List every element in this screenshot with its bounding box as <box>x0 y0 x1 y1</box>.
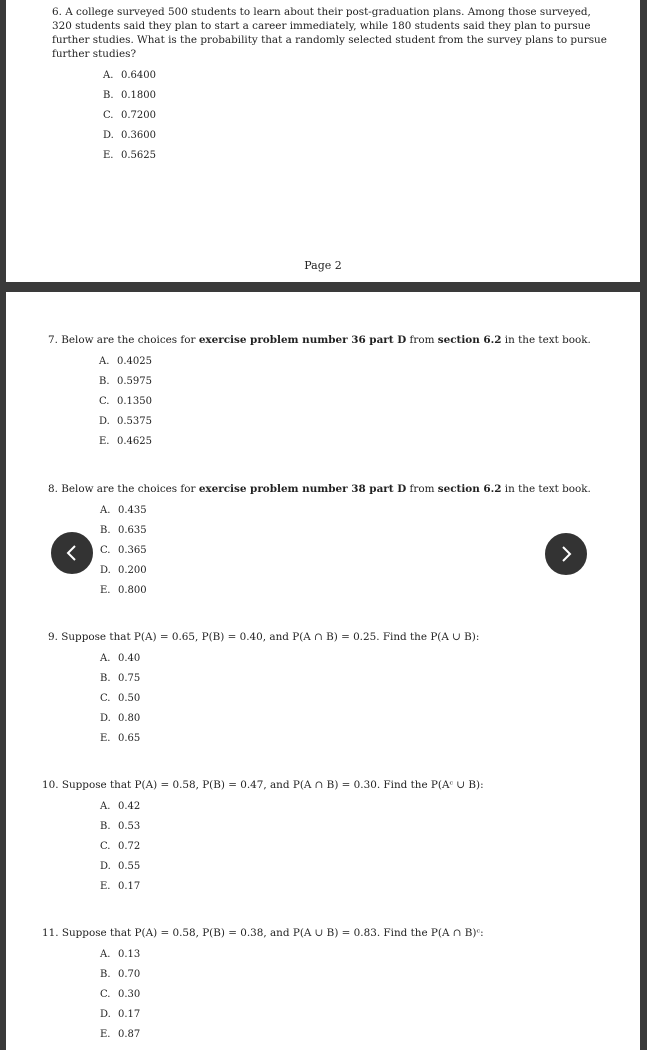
next-page-button[interactable] <box>543 531 589 577</box>
choice-b[interactable]: B. 0.75 <box>100 673 141 684</box>
choice-c[interactable]: C. 0.365 <box>100 545 147 556</box>
choice-d[interactable]: D. 0.200 <box>100 565 147 576</box>
choice-a[interactable]: A. 0.4025 <box>99 356 152 367</box>
choice-e[interactable]: E. 0.65 <box>100 733 141 744</box>
question-6 <box>52 5 612 166</box>
choice-b[interactable]: B. 0.53 <box>100 821 141 832</box>
choice-d[interactable]: D. 0.5375 <box>99 416 152 427</box>
choice-b[interactable]: B. 0.70 <box>100 969 141 980</box>
question-7-choices <box>99 352 638 452</box>
choice-e[interactable]: E. 0.800 <box>100 585 147 596</box>
question-11-choices <box>100 945 638 1045</box>
choice-d[interactable]: D. 0.17 <box>100 1009 141 1020</box>
question-11 <box>42 926 638 1045</box>
page-number: Page 2 <box>304 259 342 272</box>
question-10-stem: 10. Suppose that P(A) = 0.58, P(B) = 0.47, and P(A ∩ B) = 0.30. Find the P(Aᶜ ∪ B): <box>42 779 484 791</box>
choice-a[interactable]: A. 0.6400 <box>103 70 156 81</box>
choice-a[interactable]: A. 0.40 <box>100 653 141 664</box>
choice-d[interactable]: D. 0.80 <box>100 713 141 724</box>
document-page-1 <box>6 0 640 282</box>
choice-e[interactable]: E. 0.87 <box>100 1029 141 1040</box>
choice-c[interactable]: C. 0.30 <box>100 989 141 1000</box>
choice-b[interactable]: B. 0.5975 <box>99 376 152 387</box>
question-6-stem <box>52 5 612 61</box>
question-8-stem: 8. Below are the choices for exercise problem number 38 part D from section 6.2 in the text book. <box>48 483 591 495</box>
question-11-stem: 11. Suppose that P(A) = 0.58, P(B) = 0.38, and P(A ∪ B) = 0.83. Find the P(A ∩ B)ᶜ: <box>42 927 484 939</box>
question-10-choices <box>100 797 638 897</box>
choice-e[interactable]: E. 0.4625 <box>99 436 152 447</box>
question-9-stem: 9. Suppose that P(A) = 0.65, P(B) = 0.40, and P(A ∩ B) = 0.25. Find the P(A ∪ B): <box>48 631 480 643</box>
choice-a[interactable]: A. 0.42 <box>100 801 141 812</box>
choice-e[interactable]: E. 0.5625 <box>103 150 156 161</box>
choice-d[interactable]: D. 0.3600 <box>103 130 156 141</box>
choice-c[interactable]: C. 0.72 <box>100 841 141 852</box>
choice-c[interactable]: C. 0.50 <box>100 693 141 704</box>
question-7-stem: 7. Below are the choices for exercise problem number 36 part D from section 6.2 in the text book. <box>48 334 591 346</box>
choice-a[interactable]: A. 0.435 <box>100 505 147 516</box>
choice-c[interactable]: C. 0.1350 <box>99 396 152 407</box>
question-9-choices <box>100 649 638 749</box>
question-6-choices <box>103 66 612 166</box>
choice-a[interactable]: A. 0.13 <box>100 949 141 960</box>
choice-b[interactable]: B. 0.635 <box>100 525 147 536</box>
question-6-number: 6. <box>52 6 62 18</box>
question-9 <box>48 630 638 749</box>
choice-d[interactable]: D. 0.55 <box>100 861 141 872</box>
chevron-right-icon <box>559 544 573 564</box>
question-7 <box>48 333 638 452</box>
chevron-left-icon <box>65 543 79 563</box>
choice-e[interactable]: E. 0.17 <box>100 881 141 892</box>
question-10 <box>42 778 638 897</box>
choice-c[interactable]: C. 0.7200 <box>103 110 156 121</box>
question-6-text: A college surveyed 500 students to learn about their post-graduation plans. Among those surveyed, 320 students said they plan to start a career immediately, while 180 students said they plan to pursue further studies. What is the probability that a randomly selected student from the survey plans to pursue further studies? <box>52 6 607 60</box>
previous-page-button[interactable] <box>49 530 95 576</box>
document-page-2 <box>6 292 640 1050</box>
choice-b[interactable]: B. 0.1800 <box>103 90 156 101</box>
